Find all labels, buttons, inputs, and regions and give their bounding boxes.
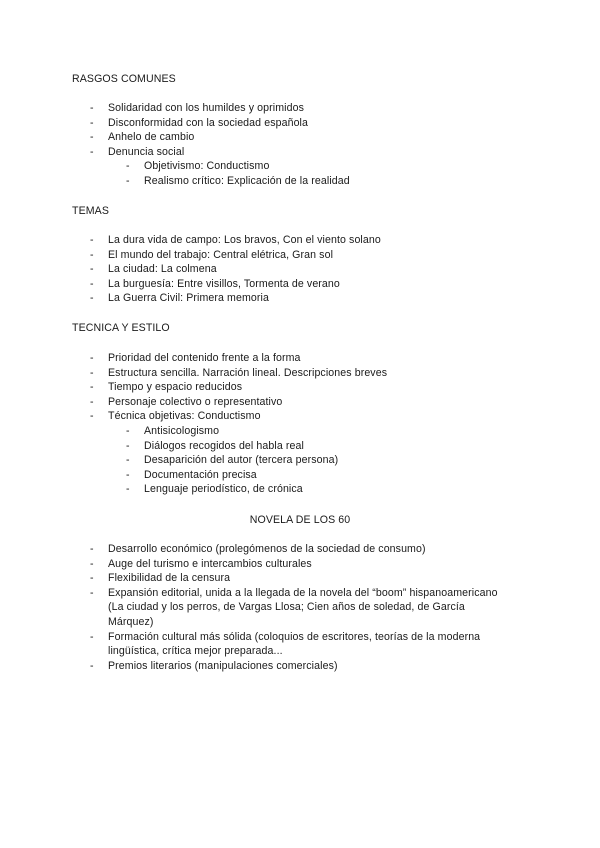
bullet-dash: - <box>126 468 130 481</box>
list-item-text: El mundo del trabajo: Central elétrica, Gran sol <box>108 248 334 261</box>
temas-list <box>0 233 510 306</box>
list-item-text: Anhelo de cambio <box>108 131 195 144</box>
bullet-dash: - <box>90 102 94 114</box>
list-item-text: Premios literarios (manipulaciones comerciales) <box>108 659 338 672</box>
sub-list-item <box>0 159 510 174</box>
bullet-dash: - <box>90 395 94 408</box>
list-item <box>0 291 510 306</box>
list-item-text: La Guerra Civil: Primera memoria <box>108 292 269 305</box>
list-item <box>0 409 510 424</box>
bullet-dash: - <box>90 145 94 158</box>
list-item <box>0 659 510 674</box>
list-item-text: Formación cultural más sólida (coloquios de escritores, teorías de la moderna lingüística, crítica mejor preparada... <box>108 630 481 658</box>
bullet-dash: - <box>90 248 94 261</box>
bullet-dash: - <box>90 292 94 305</box>
section-heading-rasgos: RASGOS COMUNES <box>72 73 176 85</box>
list-item <box>0 395 510 410</box>
sub-list-item <box>0 453 510 468</box>
bullet-dash: - <box>126 424 130 437</box>
list-item <box>0 351 510 366</box>
bullet-dash: - <box>126 454 130 467</box>
list-item-text: Tiempo y espacio reducidos <box>108 381 243 394</box>
list-item-text: Diálogos recogidos del habla real <box>144 439 304 452</box>
bullet-dash: - <box>90 543 94 555</box>
list-item <box>0 630 510 659</box>
list-item-text: Lenguaje periodístico, de crónica <box>144 483 303 496</box>
bullet-dash: - <box>90 366 94 379</box>
list-item <box>0 116 510 131</box>
list-item-text: Prioridad del contenido frente a la forma <box>108 352 301 364</box>
list-item-text: Personaje colectivo o representativo <box>108 395 283 408</box>
list-item-text: La burguesía: Entre visillos, Tormenta de verano <box>108 277 340 290</box>
list-item-text: Objetivismo: Conductismo <box>144 160 270 173</box>
bullet-dash: - <box>90 572 94 585</box>
bullet-dash: - <box>126 439 130 452</box>
list-item <box>0 380 510 395</box>
list-item <box>0 542 510 557</box>
list-item-text: Disconformidad con la sociedad española <box>108 116 309 129</box>
bullet-dash: - <box>90 263 94 276</box>
list-item-text: Realismo crítico: Explicación de la realidad <box>144 174 350 187</box>
bullet-dash: - <box>90 116 94 129</box>
list-item-text: Auge del turismo e intercambios culturales <box>108 557 312 570</box>
list-item-text: La dura vida de campo: Los bravos, Con el viento solano <box>108 234 381 246</box>
list-item <box>0 571 510 586</box>
bullet-dash: - <box>90 131 94 144</box>
sub-list-item <box>0 439 510 454</box>
rasgos-list <box>0 101 510 189</box>
list-item <box>0 277 510 292</box>
bullet-dash: - <box>90 410 94 423</box>
bullet-dash: - <box>90 557 94 570</box>
list-item-text: Expansión editorial, unida a la llegada de la novela del “boom” hispanoamericano (La ciudad y los perros, de Vargas Llosa; Cien años de soledad, de García Márquez) <box>108 586 498 628</box>
bullet-dash: - <box>90 352 94 364</box>
list-item <box>0 366 510 381</box>
sub-list-item <box>0 468 510 483</box>
list-item-text: Denuncia social <box>108 145 185 158</box>
list-item-text: La ciudad: La colmena <box>108 263 217 276</box>
list-item <box>0 586 510 630</box>
bullet-dash: - <box>90 277 94 290</box>
section-heading-novela: NOVELA DE LOS 60 <box>249 514 351 526</box>
sub-list-item <box>0 424 510 439</box>
list-item <box>0 248 510 263</box>
bullet-dash: - <box>126 483 130 496</box>
tecnica-list <box>0 351 510 497</box>
list-item <box>0 130 510 145</box>
bullet-dash: - <box>126 174 130 187</box>
list-item-text: Documentación precisa <box>144 468 257 481</box>
bullet-dash: - <box>90 630 94 643</box>
section-heading-tecnica: TECNICA Y ESTILO <box>72 322 170 334</box>
bullet-dash: - <box>90 234 94 246</box>
list-item-text: Desaparición del autor (tercera persona) <box>144 454 339 467</box>
list-item-text: Estructura sencilla. Narración lineal. Descripciones breves <box>108 366 388 379</box>
list-item <box>0 233 510 248</box>
list-item <box>0 145 510 160</box>
list-item <box>0 557 510 572</box>
novela-list <box>0 542 510 673</box>
bullet-dash: - <box>90 381 94 394</box>
sub-list-item <box>0 174 510 189</box>
list-item-text: Solidaridad con los humildes y oprimidos <box>108 102 304 114</box>
list-item-text: Flexibilidad de la censura <box>108 572 231 585</box>
bullet-dash: - <box>90 586 94 599</box>
sub-list-item <box>0 482 510 497</box>
section-heading-temas: TEMAS <box>72 205 109 217</box>
list-item <box>0 101 510 116</box>
list-item-text: Antisicologismo <box>144 424 220 437</box>
list-item <box>0 262 510 277</box>
bullet-dash: - <box>90 659 94 672</box>
list-item-text: Desarrollo económico (prolegómenos de la sociedad de consumo) <box>108 543 426 555</box>
list-item-text: Técnica objetivas: Conductismo <box>108 410 261 423</box>
bullet-dash: - <box>126 160 130 173</box>
